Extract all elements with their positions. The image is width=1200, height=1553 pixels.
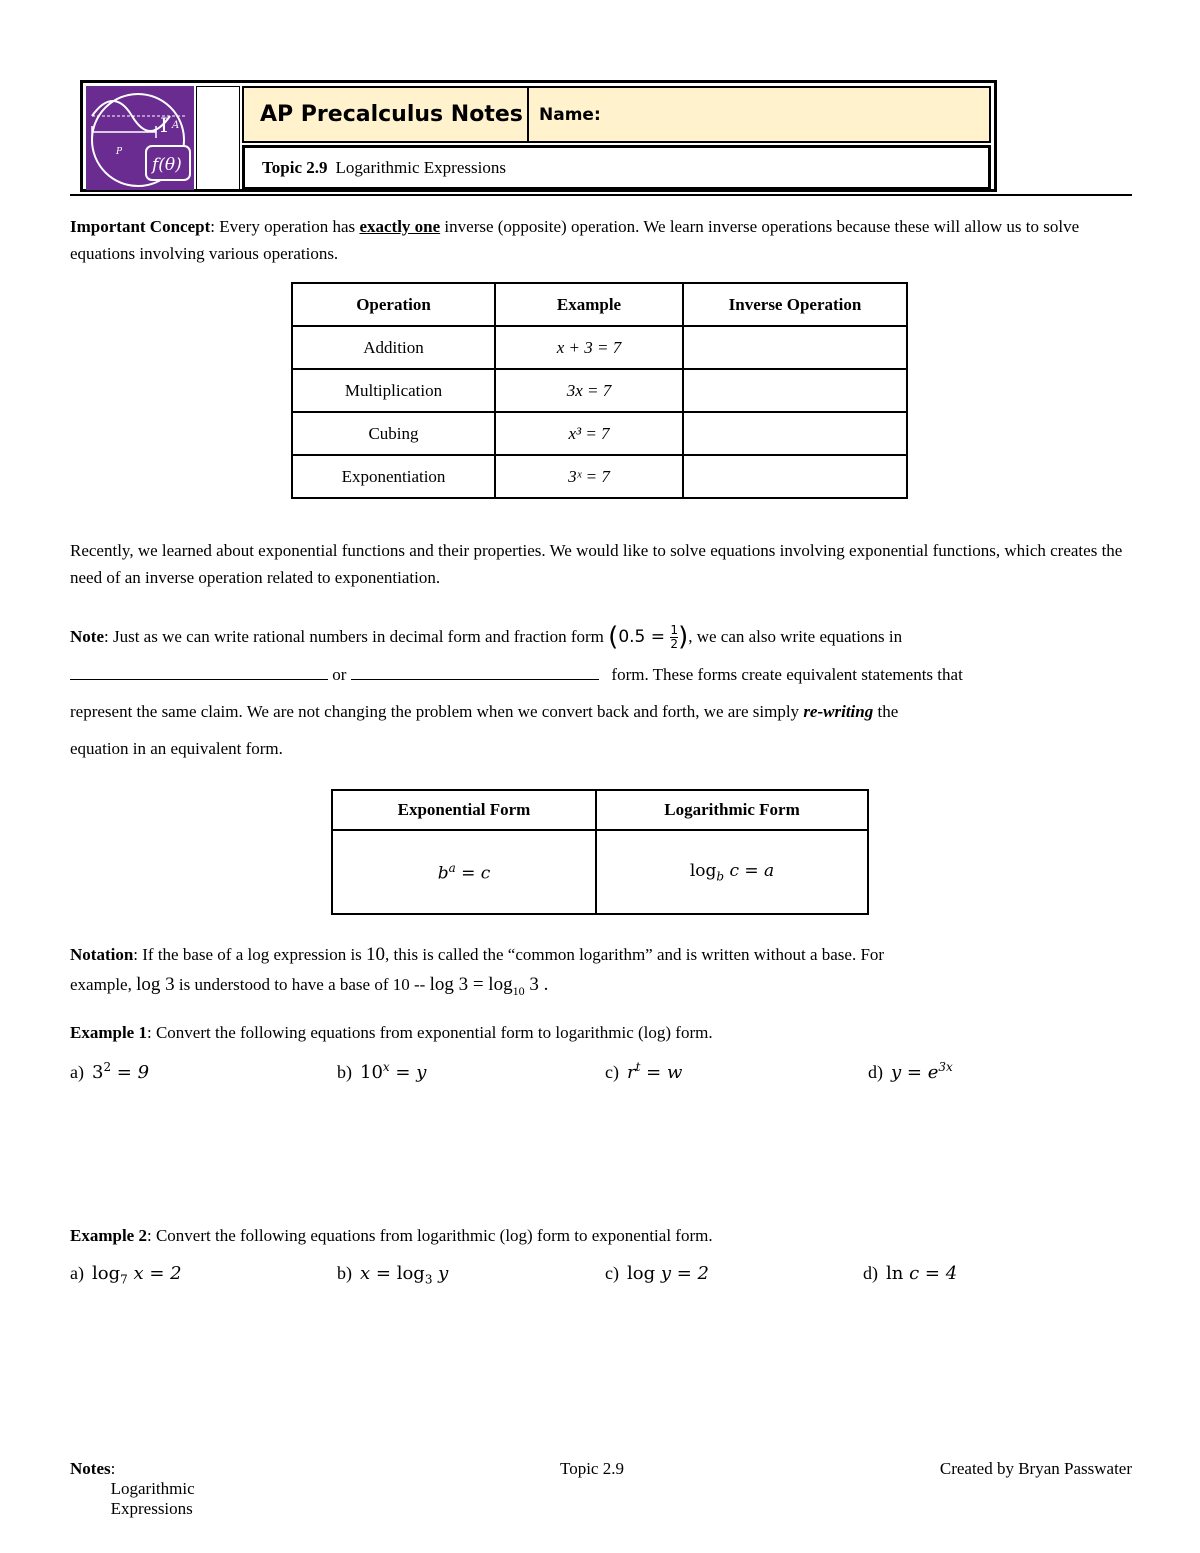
note-text-5: the	[873, 702, 899, 721]
item-base: y = e	[891, 1062, 939, 1083]
logarithmic-form-cell	[596, 830, 868, 914]
item-base: 3	[91, 1062, 104, 1083]
footer-credit: Created by Bryan Passwater	[939, 1459, 1132, 1478]
example-1-item-a	[70, 1060, 149, 1083]
fraction-numerator: 1	[670, 622, 679, 637]
note-line-3	[70, 693, 1132, 730]
answer-blank-2[interactable]	[351, 661, 599, 680]
item-subscript: 3	[424, 1272, 433, 1287]
notation-paragraph	[70, 940, 1132, 1006]
table-row	[292, 412, 907, 455]
item-power: 3x	[938, 1060, 953, 1074]
item-rest: = w	[640, 1062, 683, 1083]
svg-text:f(θ): f(θ)	[152, 155, 182, 175]
notation-line-1	[70, 940, 1132, 970]
note-line-2	[70, 656, 1132, 693]
example-cell: 3ˣ = 7	[495, 455, 683, 498]
example-1-item-c	[605, 1060, 682, 1083]
equation-subscript: 10	[512, 983, 525, 998]
item-letter: a)	[70, 1263, 84, 1283]
item-base: 10	[360, 1062, 383, 1083]
concept-text: : Every operation has	[210, 217, 360, 236]
logo-graphic	[86, 86, 194, 190]
log-three: log 3	[136, 974, 175, 995]
recently-paragraph: Recently, we learned about exponential functions and their properties. We would like to solve equations involving exponential functions, which creates the need of an inverse operation related to exponentiation.	[70, 541, 1123, 587]
item-power: t	[635, 1060, 641, 1074]
note-text-4: represent the same claim. We are not changing the problem when we convert back and forth, we are simply	[70, 702, 804, 721]
forms-table	[331, 789, 869, 915]
footer-topic: Topic 2.9	[560, 1459, 624, 1478]
table-header-row	[292, 283, 907, 326]
example-cell: x³ = 7	[495, 412, 683, 455]
note-text-2: , we can also write equations in	[688, 627, 903, 646]
example-cell: 3x = 7	[495, 369, 683, 412]
log-word: log	[689, 860, 717, 881]
item-log: log	[626, 1263, 656, 1284]
note-paragraph	[70, 618, 1132, 767]
item-letter: c)	[605, 1263, 619, 1283]
fraction-example: (0.5 = $\frac{1}{2}$ )	[608, 622, 689, 652]
table-header-row	[332, 790, 868, 830]
column-header: Example	[495, 283, 683, 326]
example-2-item-c	[605, 1263, 709, 1287]
example-2-items	[70, 1263, 1132, 1293]
operations-table	[291, 282, 908, 499]
common-log-equation	[429, 974, 549, 998]
example-1-item-b	[337, 1060, 426, 1083]
concept-emphasis: exactly one	[359, 217, 441, 236]
note-text-3: form. These forms create equivalent statements that	[611, 665, 963, 684]
important-concept	[70, 213, 1132, 267]
topic-number: Topic 2.9	[262, 157, 328, 177]
item-letter: d)	[868, 1062, 883, 1082]
exp-base: b	[437, 863, 449, 884]
exponential-form-cell	[332, 830, 596, 914]
item-prefix: x =	[360, 1263, 397, 1284]
notation-text: : If the base of a log expression is	[133, 945, 362, 964]
table-row	[292, 369, 907, 412]
column-header: Inverse Operation	[683, 283, 907, 326]
notation-line-2	[70, 970, 1132, 1006]
note-emphasis: re-writing	[803, 702, 874, 721]
equation-right: 3 .	[529, 974, 549, 995]
svg-text:I: I	[160, 113, 168, 137]
topic-title: Logarithmic Expressions	[335, 157, 506, 177]
concept-label: Important Concept	[70, 217, 211, 236]
example-2-heading	[70, 1222, 1132, 1249]
name-label: Name:	[529, 86, 991, 143]
item-rest: = 9	[111, 1062, 150, 1083]
log-rest: c = a	[724, 860, 775, 881]
example-1-text: : Convert the following equations from exponential form to logarithmic (log) form.	[146, 1023, 713, 1042]
notation-text-4: is understood to have a base of 10 --	[178, 975, 426, 994]
log-base: b	[716, 869, 725, 884]
item-rest: c = 4	[903, 1263, 958, 1284]
page-footer	[70, 1459, 1132, 1518]
logo-spacer	[196, 86, 240, 190]
item-subscript: 7	[120, 1272, 128, 1287]
fraction-denominator: 2	[670, 636, 679, 651]
item-power: x	[382, 1060, 390, 1074]
table-row	[332, 830, 868, 914]
notation-text-3: example,	[70, 975, 132, 994]
note-line-1	[70, 618, 1132, 656]
note-label: Note	[70, 627, 104, 646]
note-text: : Just as we can write rational numbers in decimal form and fraction form	[103, 627, 604, 646]
item-log: log	[91, 1263, 121, 1284]
item-power: 2	[103, 1060, 112, 1074]
example-cell: x + 3 = 7	[495, 326, 683, 369]
item-rest: = y	[389, 1062, 427, 1083]
example-1-label: Example 1	[70, 1023, 147, 1042]
or-text: or	[332, 665, 347, 684]
base-ten: 10	[366, 944, 386, 965]
inverse-cell[interactable]	[683, 412, 907, 455]
svg-text:P: P	[116, 147, 123, 157]
concept-text-continued: inverse (opposite) operation. We learn inverse operations because these will allow us to solve equations involving various operations.	[70, 217, 1080, 263]
item-rest: y = 2	[655, 1263, 709, 1284]
example-2-label: Example 2	[70, 1226, 147, 1245]
inverse-cell[interactable]	[683, 369, 907, 412]
example-2-text: : Convert the following equations from logarithmic (log) form to exponential form.	[146, 1226, 713, 1245]
example-2-item-a	[70, 1263, 182, 1287]
decimal-value: 0.5 =	[618, 627, 666, 647]
column-header: Logarithmic Form	[596, 790, 868, 830]
operation-cell: Exponentiation	[292, 455, 495, 498]
item-log: ln	[886, 1263, 904, 1284]
notation-label: Notation	[70, 945, 134, 964]
footer-notes	[70, 1459, 195, 1518]
item-base: r	[626, 1062, 636, 1083]
item-rest: x = 2	[127, 1263, 182, 1284]
item-letter: c)	[605, 1062, 619, 1082]
course-logo	[86, 86, 194, 190]
fraction	[670, 624, 678, 651]
column-header: Operation	[292, 283, 495, 326]
exp-rest: = c	[455, 863, 491, 884]
operation-cell: Cubing	[292, 412, 495, 455]
example-1-item-d	[868, 1060, 953, 1083]
equation-left: log 3 = log	[429, 974, 513, 995]
item-letter: b)	[337, 1263, 352, 1283]
answer-blank-1[interactable]	[70, 661, 328, 680]
table-row	[292, 455, 907, 498]
inverse-cell[interactable]	[683, 455, 907, 498]
inverse-cell[interactable]	[683, 326, 907, 369]
operation-cell: Addition	[292, 326, 495, 369]
item-log: log	[396, 1263, 425, 1284]
example-2-item-d	[863, 1263, 957, 1287]
topic-heading	[242, 145, 991, 190]
notation-text-2: , this is called the “common logarithm” and is written without a base. For	[385, 945, 885, 964]
footer-notes-text: : Logarithmic Expressions	[110, 1459, 195, 1518]
table-row	[292, 326, 907, 369]
example-2-item-b	[337, 1263, 448, 1287]
item-letter: d)	[863, 1263, 878, 1283]
operation-cell: Multiplication	[292, 369, 495, 412]
example-1-heading	[70, 1019, 1132, 1046]
footer-notes-label: Notes	[70, 1459, 111, 1478]
item-rest: y	[432, 1263, 449, 1284]
column-header: Exponential Form	[332, 790, 596, 830]
note-line-4: equation in an equivalent form.	[70, 739, 283, 758]
svg-text:A: A	[172, 120, 180, 131]
page-title: AP Precalculus Notes	[242, 86, 529, 143]
example-1-items	[70, 1060, 1132, 1090]
header-rule	[70, 194, 1132, 196]
exp-power: a	[448, 860, 456, 875]
item-letter: b)	[337, 1062, 352, 1082]
item-letter: a)	[70, 1062, 84, 1082]
